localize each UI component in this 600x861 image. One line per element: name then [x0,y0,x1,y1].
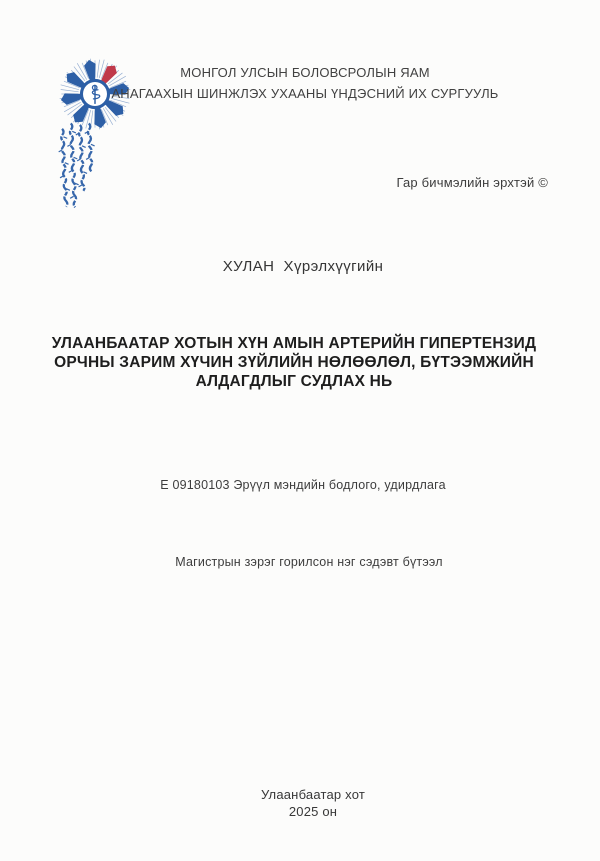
mongolian-script-icon [55,118,104,212]
author-name: ХУЛАН Хүрэлхүүгийн [222,258,384,275]
footer-year: 2025 он [288,804,338,819]
ministry-name: МОНГОЛ УЛСЫН БОЛОВСРОЛЫН ЯАМ [180,65,430,80]
thesis-title-line-2: ОРЧНЫ ЗАРИМ ХҮЧИН ЗҮЙЛИЙН НӨЛӨӨЛӨЛ, БҮТЭЭМЖИЙН [54,354,534,371]
manuscript-copyright-note: Гар бичмэлийн эрхтэй © [396,175,548,190]
thesis-type-line: Магистрын зэрэг горилсон нэг сэдэвт бүтээл [175,555,443,569]
thesis-title-line-3: АЛДАГДЛЫГ СУДЛАХ НЬ [195,373,393,390]
footer [13,786,600,820]
university-name: АНАГААХЫН ШИНЖЛЭХ УХААНЫ ҮНДЭСНИЙ ИХ СУРГУУЛЬ [111,86,499,101]
header [5,62,600,104]
thesis-title-line-1: УЛААНБААТАР ХОТЫН ХҮН АМЫН АРТЕРИЙН ГИПЕРТЕНЗИД [51,335,537,352]
footer-city: Улаанбаатар хот [260,787,366,802]
thesis-title [0,334,594,391]
program-code-line: Е 09180103 Эрүүл мэндийн бодлого, удирдлага [160,478,446,492]
